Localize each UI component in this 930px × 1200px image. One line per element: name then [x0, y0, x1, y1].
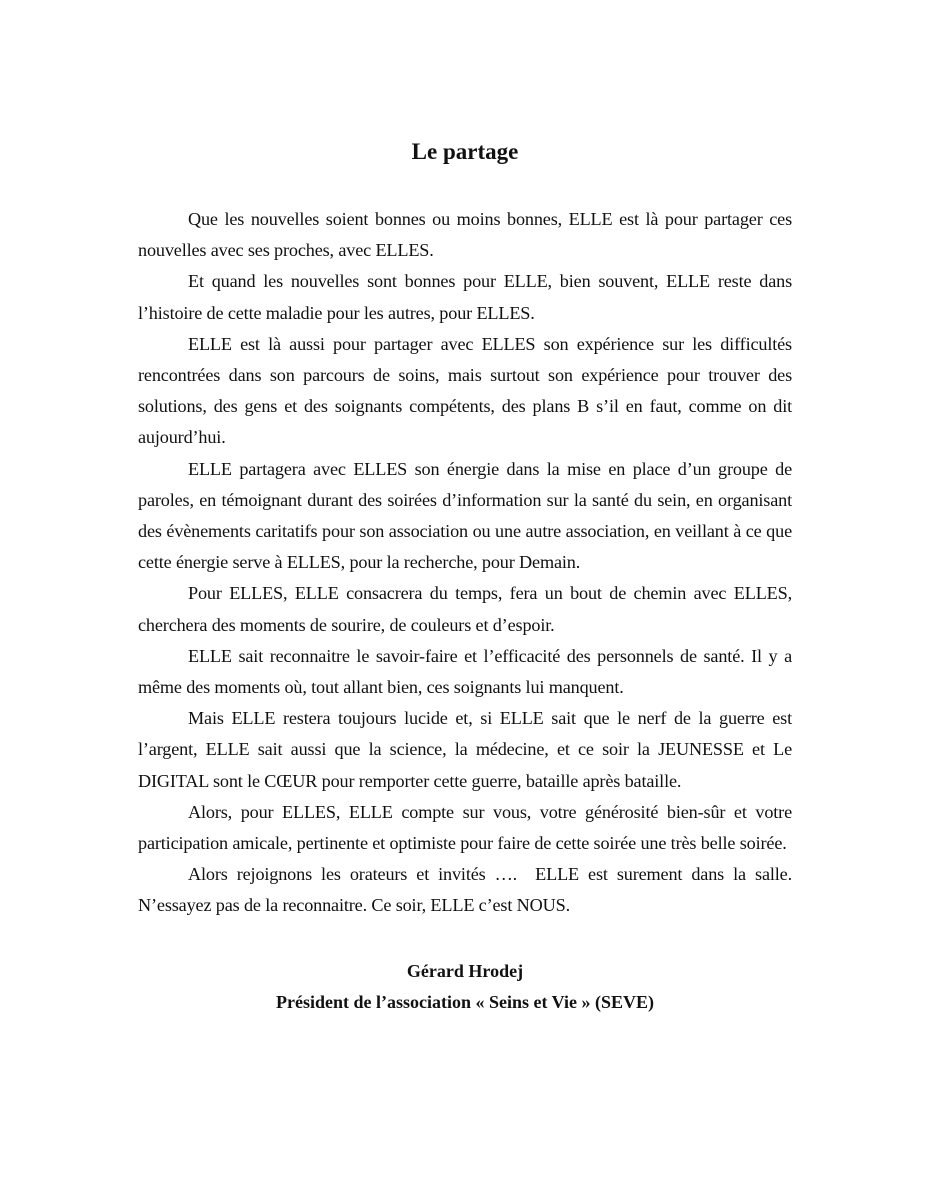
paragraph-6: ELLE sait reconnaitre le savoir-faire et l’efficacité des personnels de santé. Il y a même des moments où, tout allant bien, ces soignants lui manquent.: [138, 645, 792, 698]
document-title: Le partage: [411, 139, 519, 164]
paragraph-4: ELLE partagera avec ELLES son énergie dans la mise en place d’un groupe de paroles, en témoignant durant des soirées d’information sur la santé du sein, en organisant des évènements caritatifs pour son association ou une autre association, en veillant à ce que cette énergie serve à ELLES, pour la recherche, pour Demain.: [138, 458, 792, 573]
paragraph-5: Pour ELLES, ELLE consacrera du temps, fera un bout de chemin avec ELLES, cherchera des moments de sourire, de couleurs et d’espoir.: [138, 583, 792, 635]
paragraph-9: Alors rejoignons les orateurs et invités …. ELLE est surement dans la salle. N’essayez pas de la reconnaitre. Ce soir, ELLE c’est NOUS.: [138, 864, 797, 916]
signature-block: [0, 956, 930, 1018]
signature-role: Président de l’association « Seins et Vie » (SEVE): [276, 992, 654, 1012]
paragraph-8: Alors, pour ELLES, ELLE compte sur vous, votre générosité bien-sûr et votre participation amicale, pertinente et optimiste pour faire de cette soirée une très belle soirée.: [138, 801, 792, 854]
paragraph-7: Mais ELLE restera toujours lucide et, si ELLE sait que le nerf de la guerre est l’argent, ELLE sait aussi que la science, la médecine, et ce soir la JEUNESSE et Le DIGITAL sont le CŒUR pour remporter cette guerre, bataille après bataille.: [138, 708, 792, 791]
document-body: [138, 204, 797, 922]
paragraph-3: ELLE est là aussi pour partager avec ELLES son expérience sur les difficultés rencontrées dans son parcours de soins, mais surtout son expérience pour trouver des solutions, des gens et des soignants compétents, des plans B s’il en faut, comme on dit aujourd’hui.: [138, 333, 792, 448]
paragraph-1: Que les nouvelles soient bonnes ou moins bonnes, ELLE est là pour partager ces nouvelles avec ses proches, avec ELLES.: [138, 209, 792, 261]
signature-name: Gérard Hrodej: [406, 961, 524, 981]
paragraph-2: Et quand les nouvelles sont bonnes pour ELLE, bien souvent, ELLE reste dans l’histoire de cette maladie pour les autres, pour ELLES.: [138, 271, 792, 323]
